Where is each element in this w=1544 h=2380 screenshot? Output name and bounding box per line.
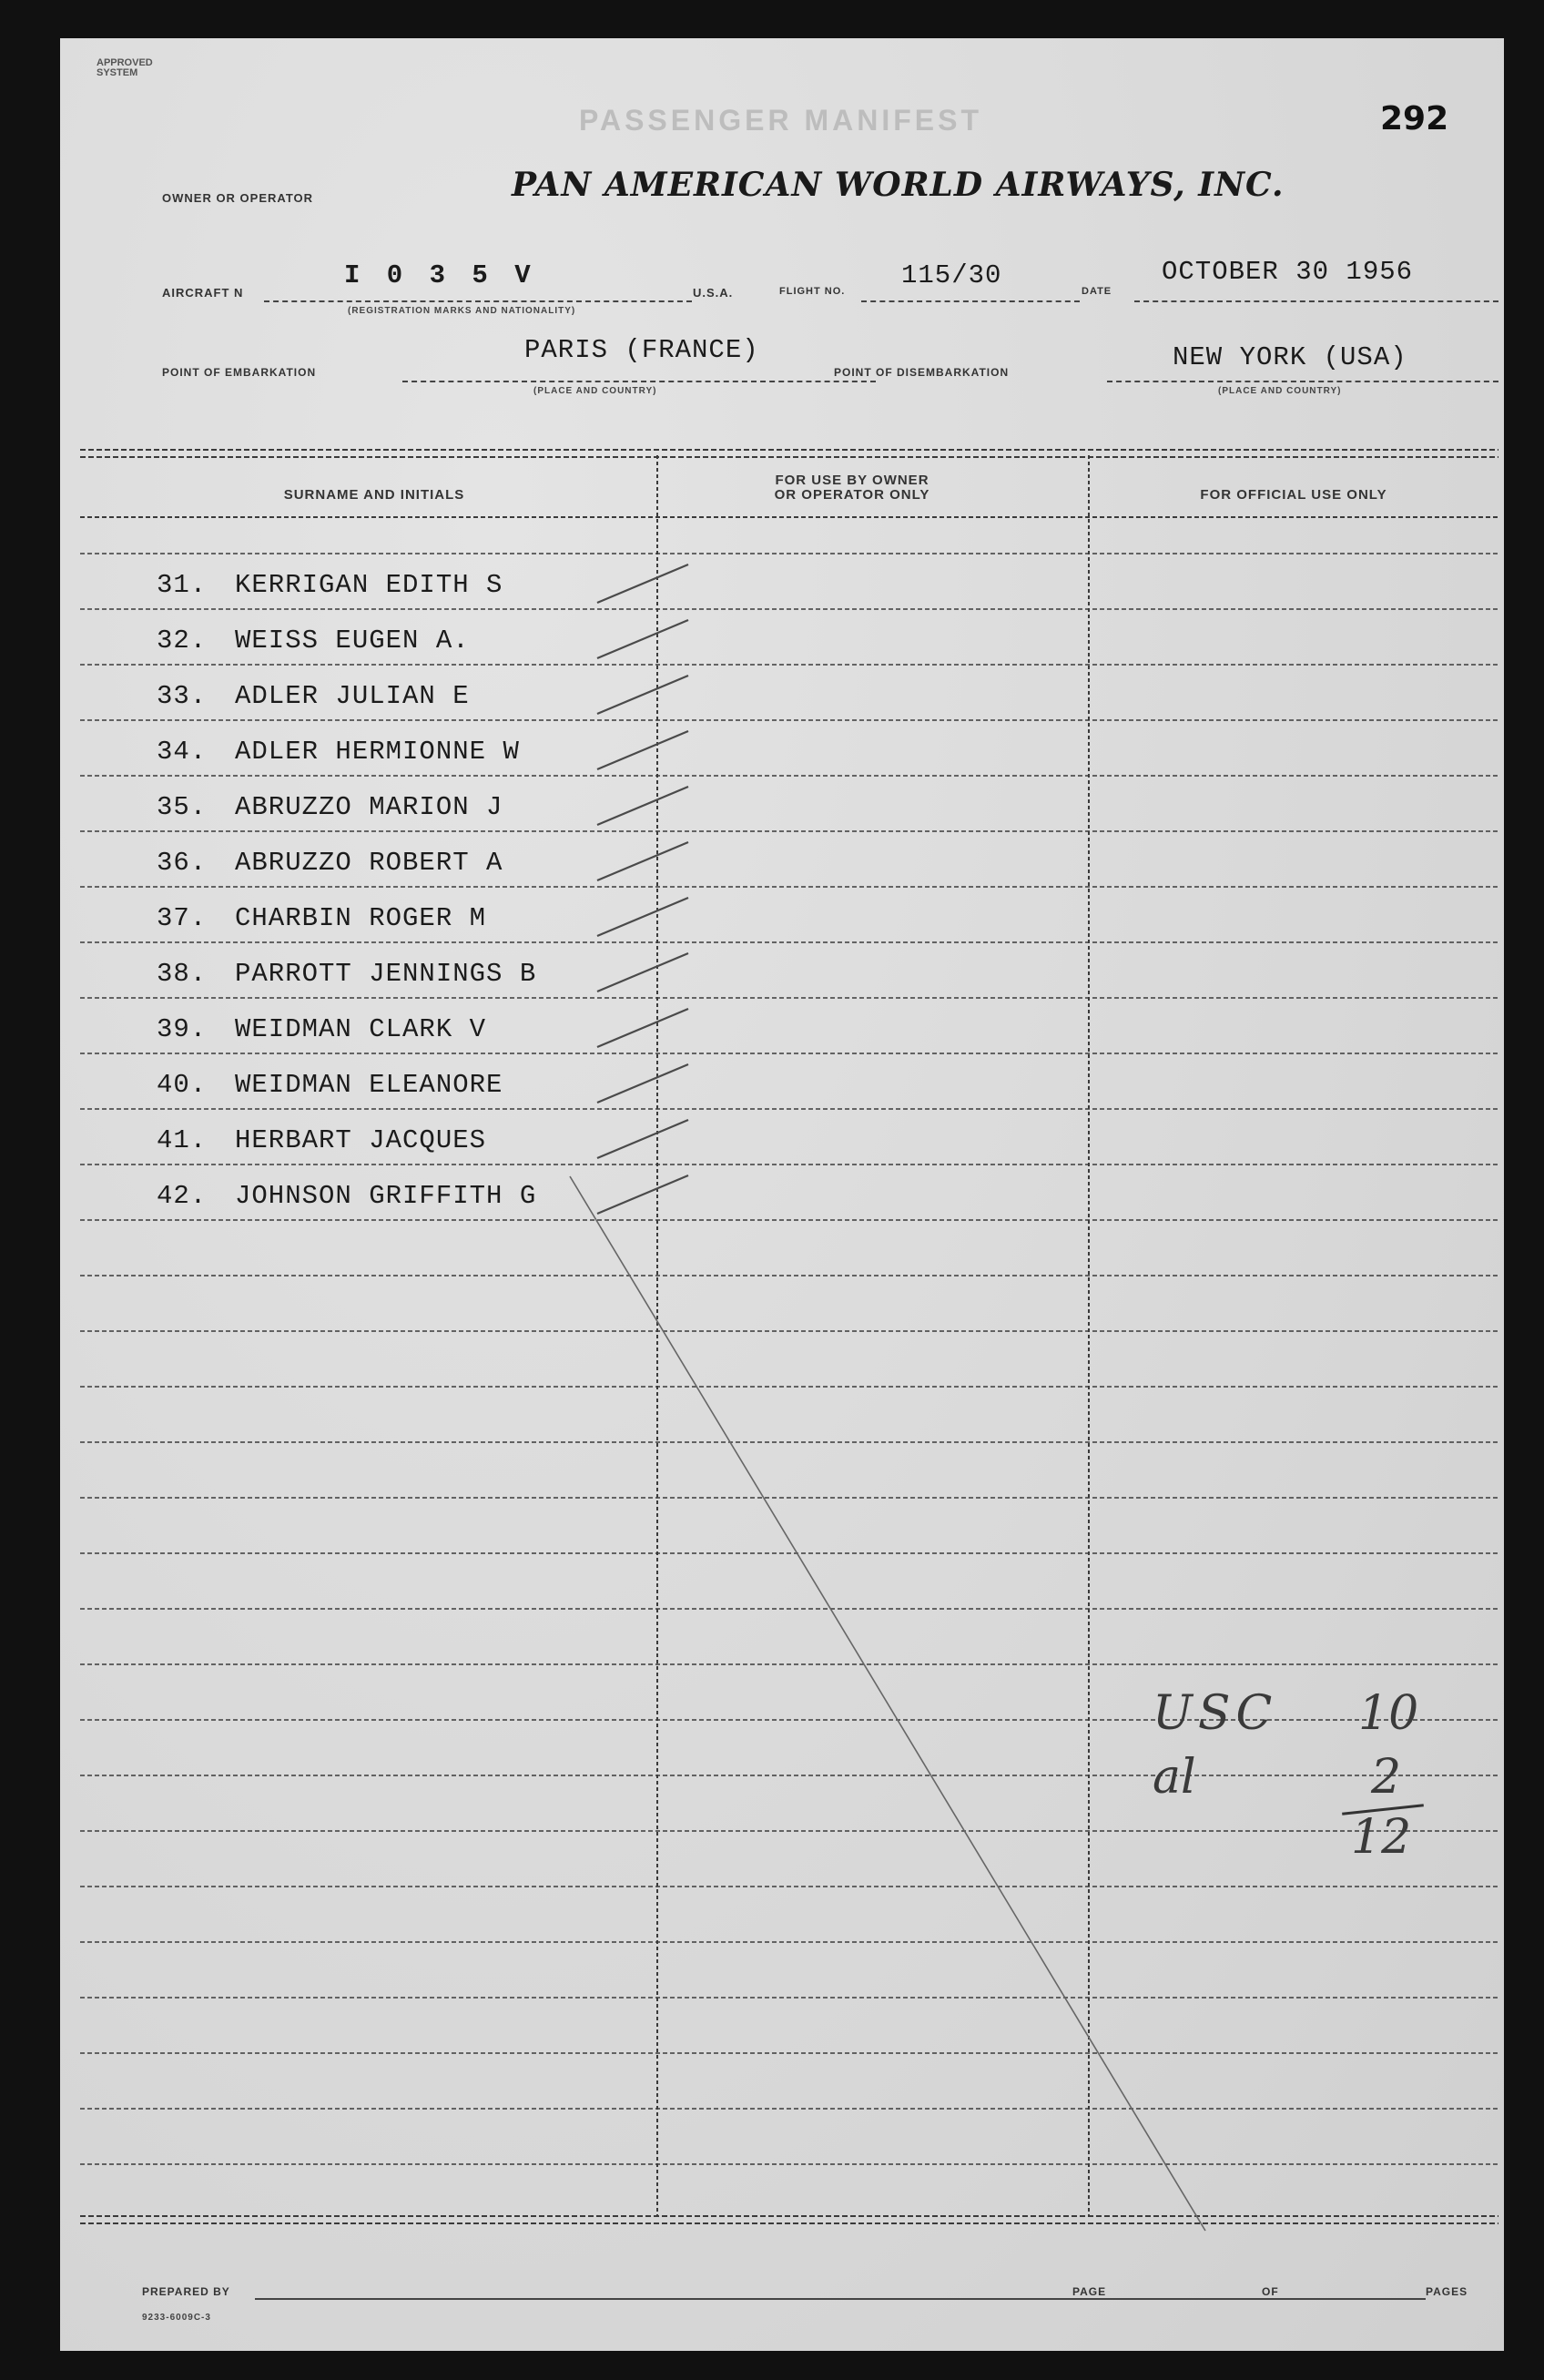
owner-use-line-2: OR OPERATOR ONLY xyxy=(774,487,930,503)
pages-label: PAGES xyxy=(1426,2285,1468,2298)
date-value: OCTOBER 30 1956 xyxy=(1162,257,1414,287)
embarkation-value: PARIS (FRANCE) xyxy=(524,335,759,365)
column-header-surname: SURNAME AND INITIALS xyxy=(283,487,465,503)
tally-al-label: al xyxy=(1153,1750,1196,1805)
manifest-title: PASSENGER MANIFEST xyxy=(579,104,982,137)
aircraft-value: I 0 3 5 V xyxy=(344,260,536,290)
owner-use-line-1: FOR USE BY OWNER xyxy=(775,473,929,488)
page-number: 292 xyxy=(1380,100,1449,137)
passenger-name: JOHNSON GRIFFITH G xyxy=(235,1181,537,1211)
embarkation-caption: (PLACE AND COUNTRY) xyxy=(533,386,657,396)
check-mark xyxy=(597,676,688,714)
owner-label: OWNER OR OPERATOR xyxy=(162,191,314,205)
page-line xyxy=(1125,2298,1307,2300)
passenger-name: WEISS EUGEN A. xyxy=(235,626,470,656)
flight-label: FLIGHT NO. xyxy=(779,286,846,297)
passenger-number: 38. xyxy=(157,959,208,989)
passenger-number: 41. xyxy=(157,1125,208,1155)
passenger-number: 37. xyxy=(157,903,208,933)
tally-usc-value: 10 xyxy=(1358,1686,1419,1741)
passenger-number: 35. xyxy=(157,792,208,822)
check-mark xyxy=(597,953,688,992)
disembarkation-caption: (PLACE AND COUNTRY) xyxy=(1218,386,1342,396)
check-mark xyxy=(597,1064,688,1103)
passenger-name: ABRUZZO ROBERT A xyxy=(235,848,503,878)
passenger-number: 32. xyxy=(157,626,208,656)
disembarkation-value: NEW YORK (USA) xyxy=(1173,342,1407,372)
pencil-diagonal xyxy=(570,1176,1205,2231)
passenger-name: KERRIGAN EDITH S xyxy=(235,570,503,600)
form-number: 9233-6009C-3 xyxy=(142,2313,211,2323)
prepared-line xyxy=(255,2298,1129,2300)
stamp-line-2: SYSTEM xyxy=(96,67,138,78)
passenger-name: WEIDMAN ELEANORE xyxy=(235,1070,503,1100)
check-mark xyxy=(597,898,688,936)
prepared-label: PREPARED BY xyxy=(142,2285,230,2298)
passenger-name: ABRUZZO MARION J xyxy=(235,792,503,822)
airline-name: PAN AMERICAN WORLD AIRWAYS, INC. xyxy=(512,166,1285,204)
tally-al-value: 2 xyxy=(1371,1750,1402,1805)
passenger-number: 34. xyxy=(157,737,208,767)
of-line xyxy=(1289,2298,1426,2300)
passenger-name: ADLER HERMIONNE W xyxy=(235,737,520,767)
passenger-number: 40. xyxy=(157,1070,208,1100)
usa-label: U.S.A. xyxy=(693,286,734,300)
disembarkation-label: POINT OF DISEMBARKATION xyxy=(834,366,1010,379)
registration-caption: (REGISTRATION MARKS AND NATIONALITY) xyxy=(348,306,576,316)
check-mark xyxy=(597,620,688,658)
page-label: PAGE xyxy=(1072,2285,1107,2298)
check-mark xyxy=(597,564,688,603)
passenger-name: ADLER JULIAN E xyxy=(235,681,470,711)
check-mark xyxy=(597,842,688,880)
passenger-number: 31. xyxy=(157,570,208,600)
passenger-name: WEIDMAN CLARK V xyxy=(235,1014,487,1044)
manifest-page xyxy=(60,38,1504,2351)
check-mark xyxy=(597,1175,688,1214)
passenger-name: CHARBIN ROGER M xyxy=(235,903,487,933)
passenger-number: 42. xyxy=(157,1181,208,1211)
check-mark xyxy=(597,1009,688,1047)
check-mark xyxy=(597,731,688,769)
passenger-number: 39. xyxy=(157,1014,208,1044)
flight-value: 115/30 xyxy=(901,260,1002,290)
check-mark xyxy=(597,787,688,825)
passenger-name: PARROTT JENNINGS B xyxy=(235,959,537,989)
tally-total: 12 xyxy=(1351,1810,1412,1865)
passenger-name: HERBART JACQUES xyxy=(235,1125,487,1155)
stamp-line-1: APPROVED xyxy=(96,57,153,68)
column-header-official-use: FOR OFFICIAL USE ONLY xyxy=(1200,487,1387,503)
passenger-number: 33. xyxy=(157,681,208,711)
aircraft-label: AIRCRAFT N xyxy=(162,286,244,300)
of-label: OF xyxy=(1262,2285,1279,2298)
embarkation-label: POINT OF EMBARKATION xyxy=(162,366,317,379)
tally-usc-label: USC xyxy=(1153,1686,1278,1741)
passenger-number: 36. xyxy=(157,848,208,878)
check-mark xyxy=(597,1120,688,1158)
column-header-owner-use xyxy=(661,473,1043,503)
date-label: DATE xyxy=(1082,286,1112,297)
